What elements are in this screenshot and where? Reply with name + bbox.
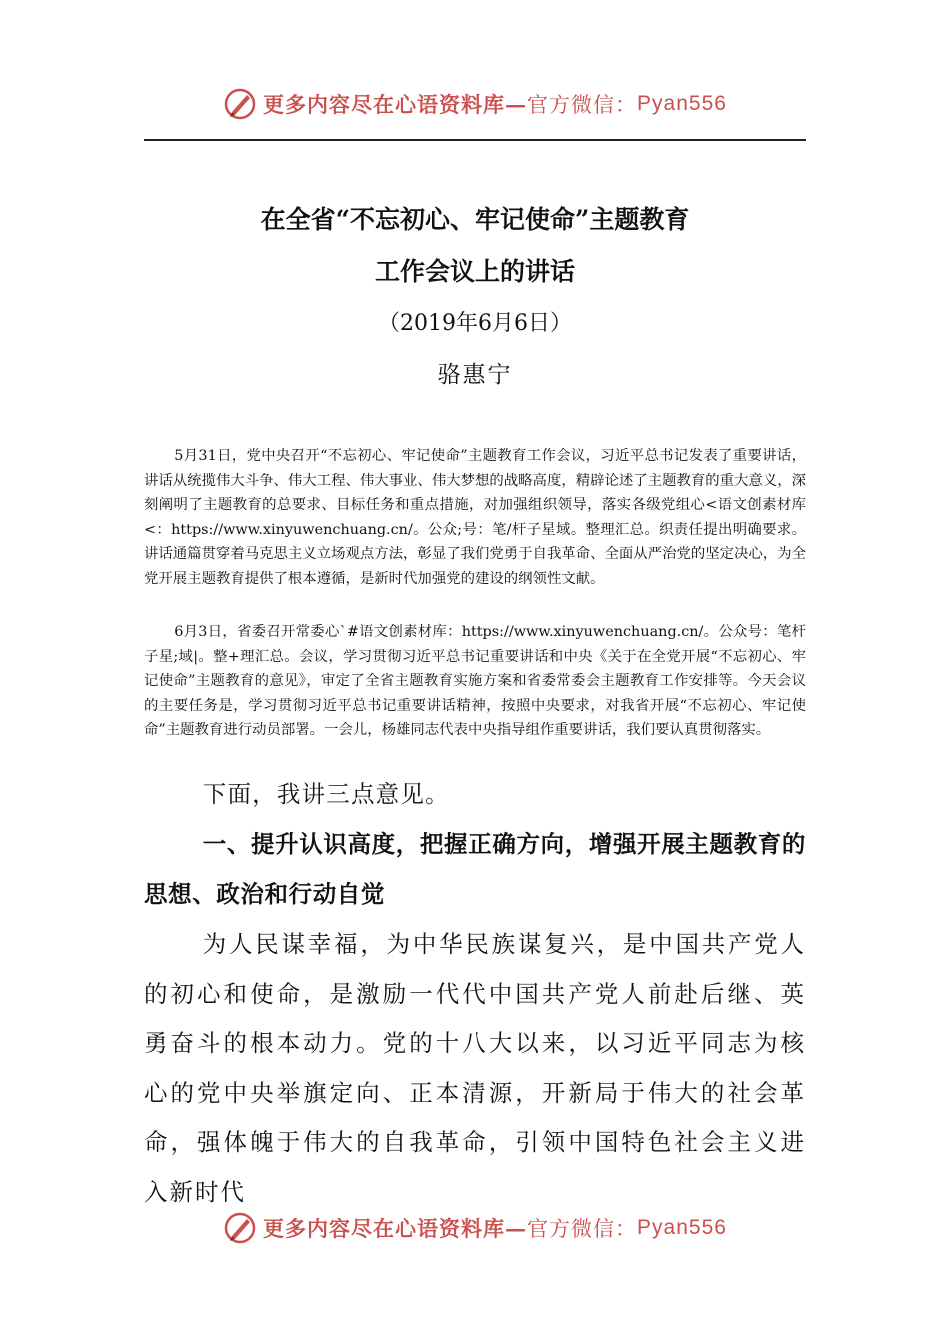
banner-wechat-id: Pyan556: [637, 92, 727, 115]
doc-title-line1: 在全省“不忘初心、牢记使命”主题教育: [260, 205, 690, 234]
pen-logo-icon: [223, 1211, 257, 1245]
intro-paragraph: [144, 770, 806, 820]
banner-dash: —: [505, 91, 528, 117]
intro-text: 下面，我讲三点意见。: [202, 780, 450, 808]
doc-author: 骆惠宁: [437, 362, 513, 388]
paragraph-1-text: 5月31日，党中央召开“不忘初心、牢记使命”主题教育工作会议，习近平总书记发表了重要讲话，讲话从统揽伟大斗争、伟大工程、伟大事业、伟大梦想的战略高度，精辟论述了主题教育的重大意义，深刻阐明了主题教育的总要求、目标任务和重点措施，对加强组织领导，落实各级党组心<语文创素材库<：https://www.xinyuwenchuang.cn/。公众;号：笔/杆子星域。整理汇总。织责任提出明确要求。讲话通篇贯穿着马克思主义立场观点方法，彰显了我们党勇于自我革命、全面从严治党的坚定决心，为全党开展主题教育提供了根本遵循，是新时代加强党的建设的纲领性文献。: [144, 448, 806, 587]
pen-logo-icon: [223, 87, 257, 121]
doc-title-line2: 工作会议上的讲话: [374, 257, 575, 286]
section-heading-1-text: 一、提升认识高度，把握正确方向，增强开展主题教育的思想、政治和行动自觉: [144, 830, 806, 908]
footer-watermark-banner: [0, 1206, 950, 1250]
banner-text: 更多内容尽在心语资料库: [263, 1216, 506, 1241]
body-paragraph-1-text: 为人民谋幸福，为中华民族谋复兴，是中国共产党人的初心和使命，是激励一代代中国共产党人前赴后继、英勇奋斗的根本动力。党的十八大以来，以习近平同志为核心的党中央举旗定向、正本清源，开新局于伟大的社会革命，强体魄于伟大的自我革命，引领中国特色社会主义进入新时代: [144, 930, 806, 1206]
paragraph-2: [144, 620, 806, 743]
doc-date: （2019年6月6日）: [378, 311, 572, 336]
header-rule: [144, 139, 806, 141]
banner-wechat-label: 官方微信：: [527, 1217, 638, 1241]
banner-wechat-label: 官方微信：: [527, 93, 638, 117]
banner-wechat-id: Pyan556: [637, 1216, 727, 1239]
section-heading-1: [144, 820, 806, 919]
paragraph-1: [144, 444, 806, 591]
body-paragraph-1: [144, 920, 806, 1218]
banner-text: 更多内容尽在心语资料库: [263, 92, 506, 117]
paragraph-2-text: 6月3日，省委召开常委心`#语文创素材库：https://www.xinyuwenchuang.cn/。公众号：笔杆子星;域|。整+理汇总。会议，学习贯彻习近平总书记重要讲话和中央《关于在全党开展“不忘初心、牢记使命”主题教育的意见》，审定了全省主题教育实施方案和省委常委会主题教育工作安排等。今天会议的主要任务是，学习贯彻习近平总书记重要讲话精神，按照中央要求，对我省开展“不忘初心、牢记使命”主题教育进行动员部署。一会儿，杨雄同志代表中央指导组作重要讲话，我们要认真贯彻落实。: [144, 624, 806, 738]
header-watermark-banner: [0, 82, 950, 126]
banner-dash: —: [505, 1215, 528, 1241]
